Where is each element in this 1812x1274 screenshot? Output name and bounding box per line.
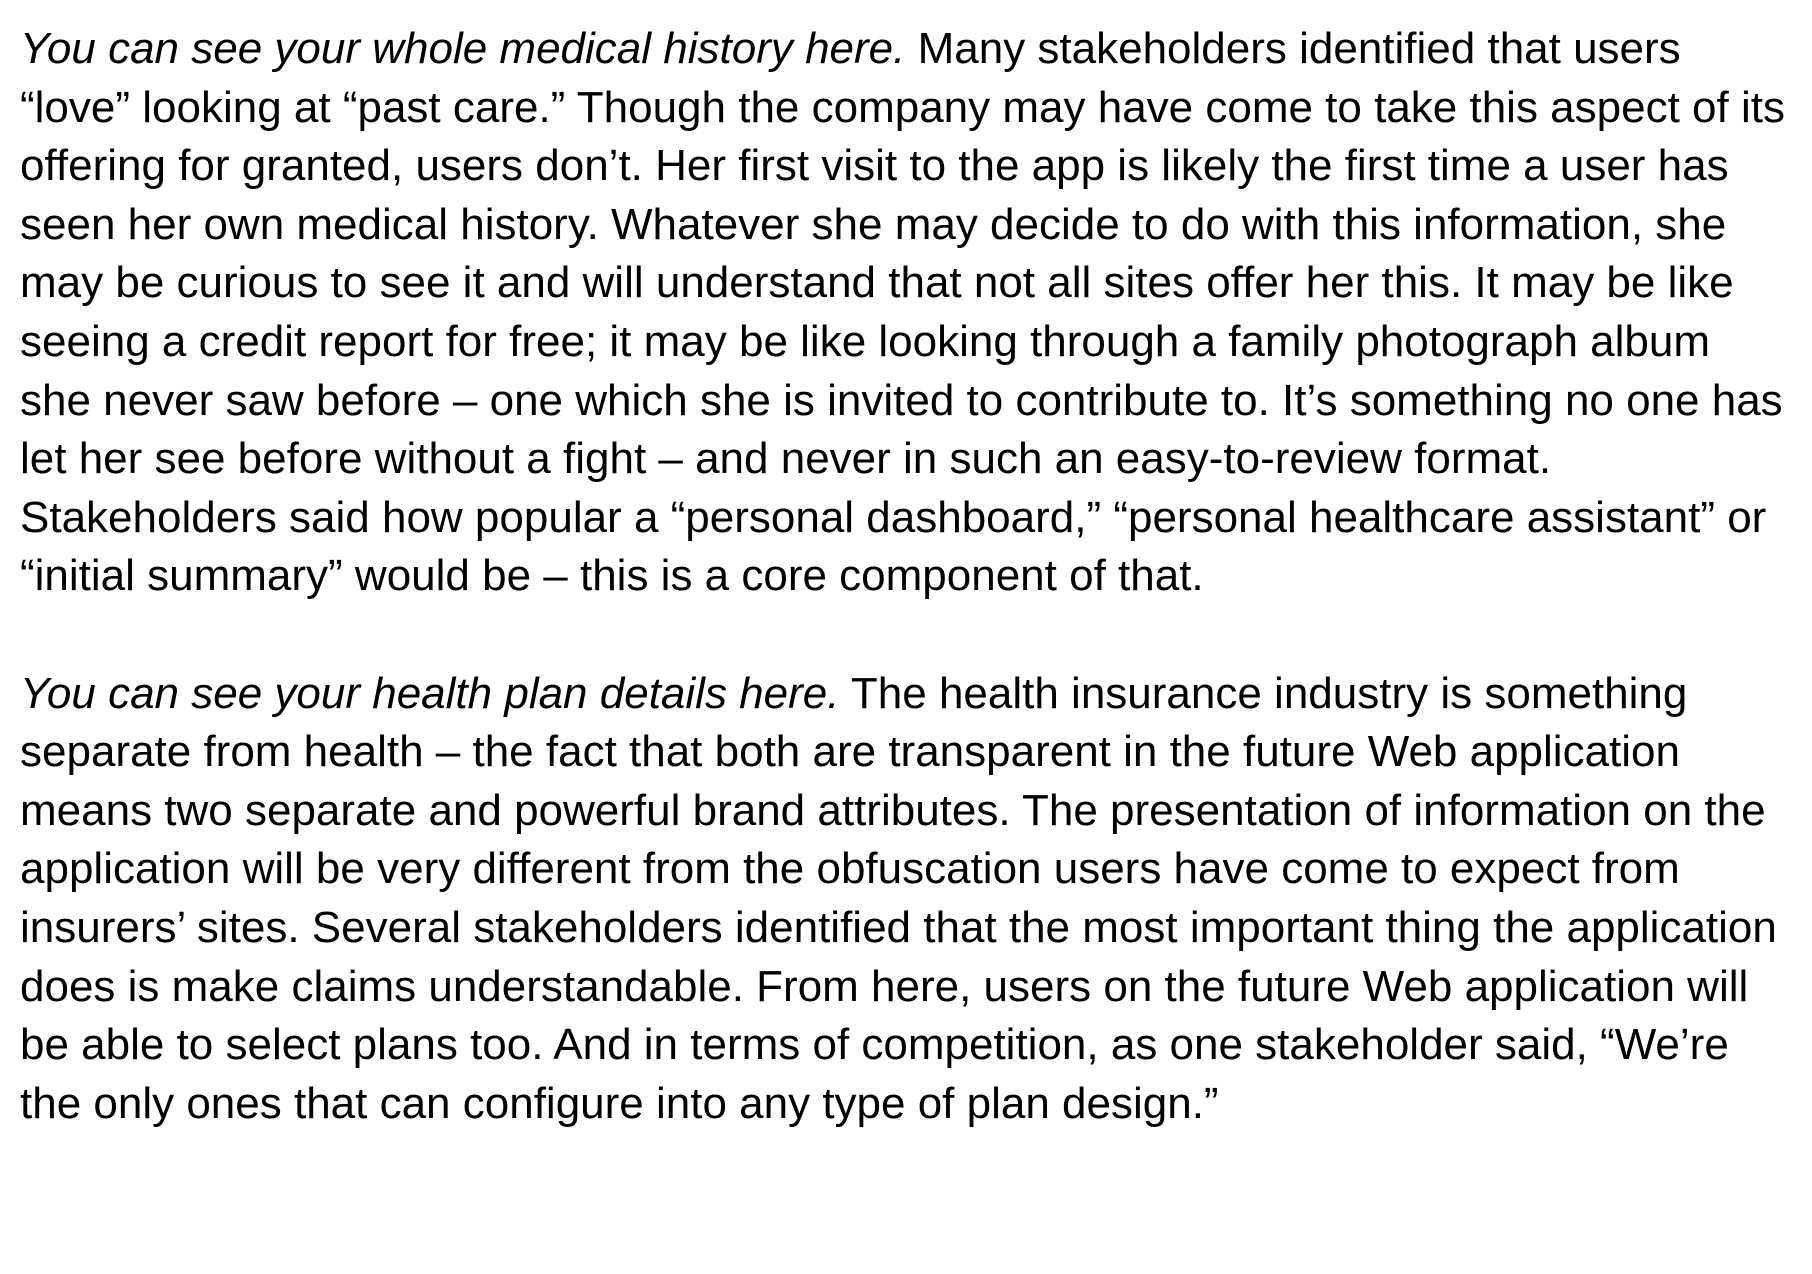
paragraph-lead: You can see your health plan details here. xyxy=(20,668,840,718)
document-page xyxy=(20,20,1790,1133)
paragraph-lead: You can see your whole medical history here. xyxy=(20,24,906,73)
paragraph-body: The health insurance industry is something separate from health – the fact that both are transparent in the future Web application means two separate and powerful brand attributes. The presentation of information on the application will be very different from the obfuscation users have come to expect from insurers’ sites. Several stakeholders identified that the most important thing the application does is make claims understandable. From here, users on the future Web application will be able to select plans too. And in terms of competition, as one stakeholder said, “We’re the only ones that can configure into any type of plan design.” xyxy=(20,668,1777,1128)
paragraph-medical-history xyxy=(20,20,1790,606)
paragraph-body: Many stakeholders identified that users “love” looking at “past care.” Though the company may have come to take this aspect of its offering for granted, users don’t. Her first visit to the app is likely the first time a user has seen her own medical history. Whatever she may decide to do with this information, she may be curious to see it and will understand that not all sites offer her this. It may be like seeing a credit report for free; it may be like looking through a family photograph album she never saw before – one which she is invited to contribute to. It’s something no one has let her see before without a fight – and never in such an easy-to-review format. Stakeholders said how popular a “personal dashboard,” “personal healthcare assistant” or “initial summary” would be – this is a core component of that. xyxy=(20,24,1785,601)
paragraph-health-plan xyxy=(20,665,1790,1134)
